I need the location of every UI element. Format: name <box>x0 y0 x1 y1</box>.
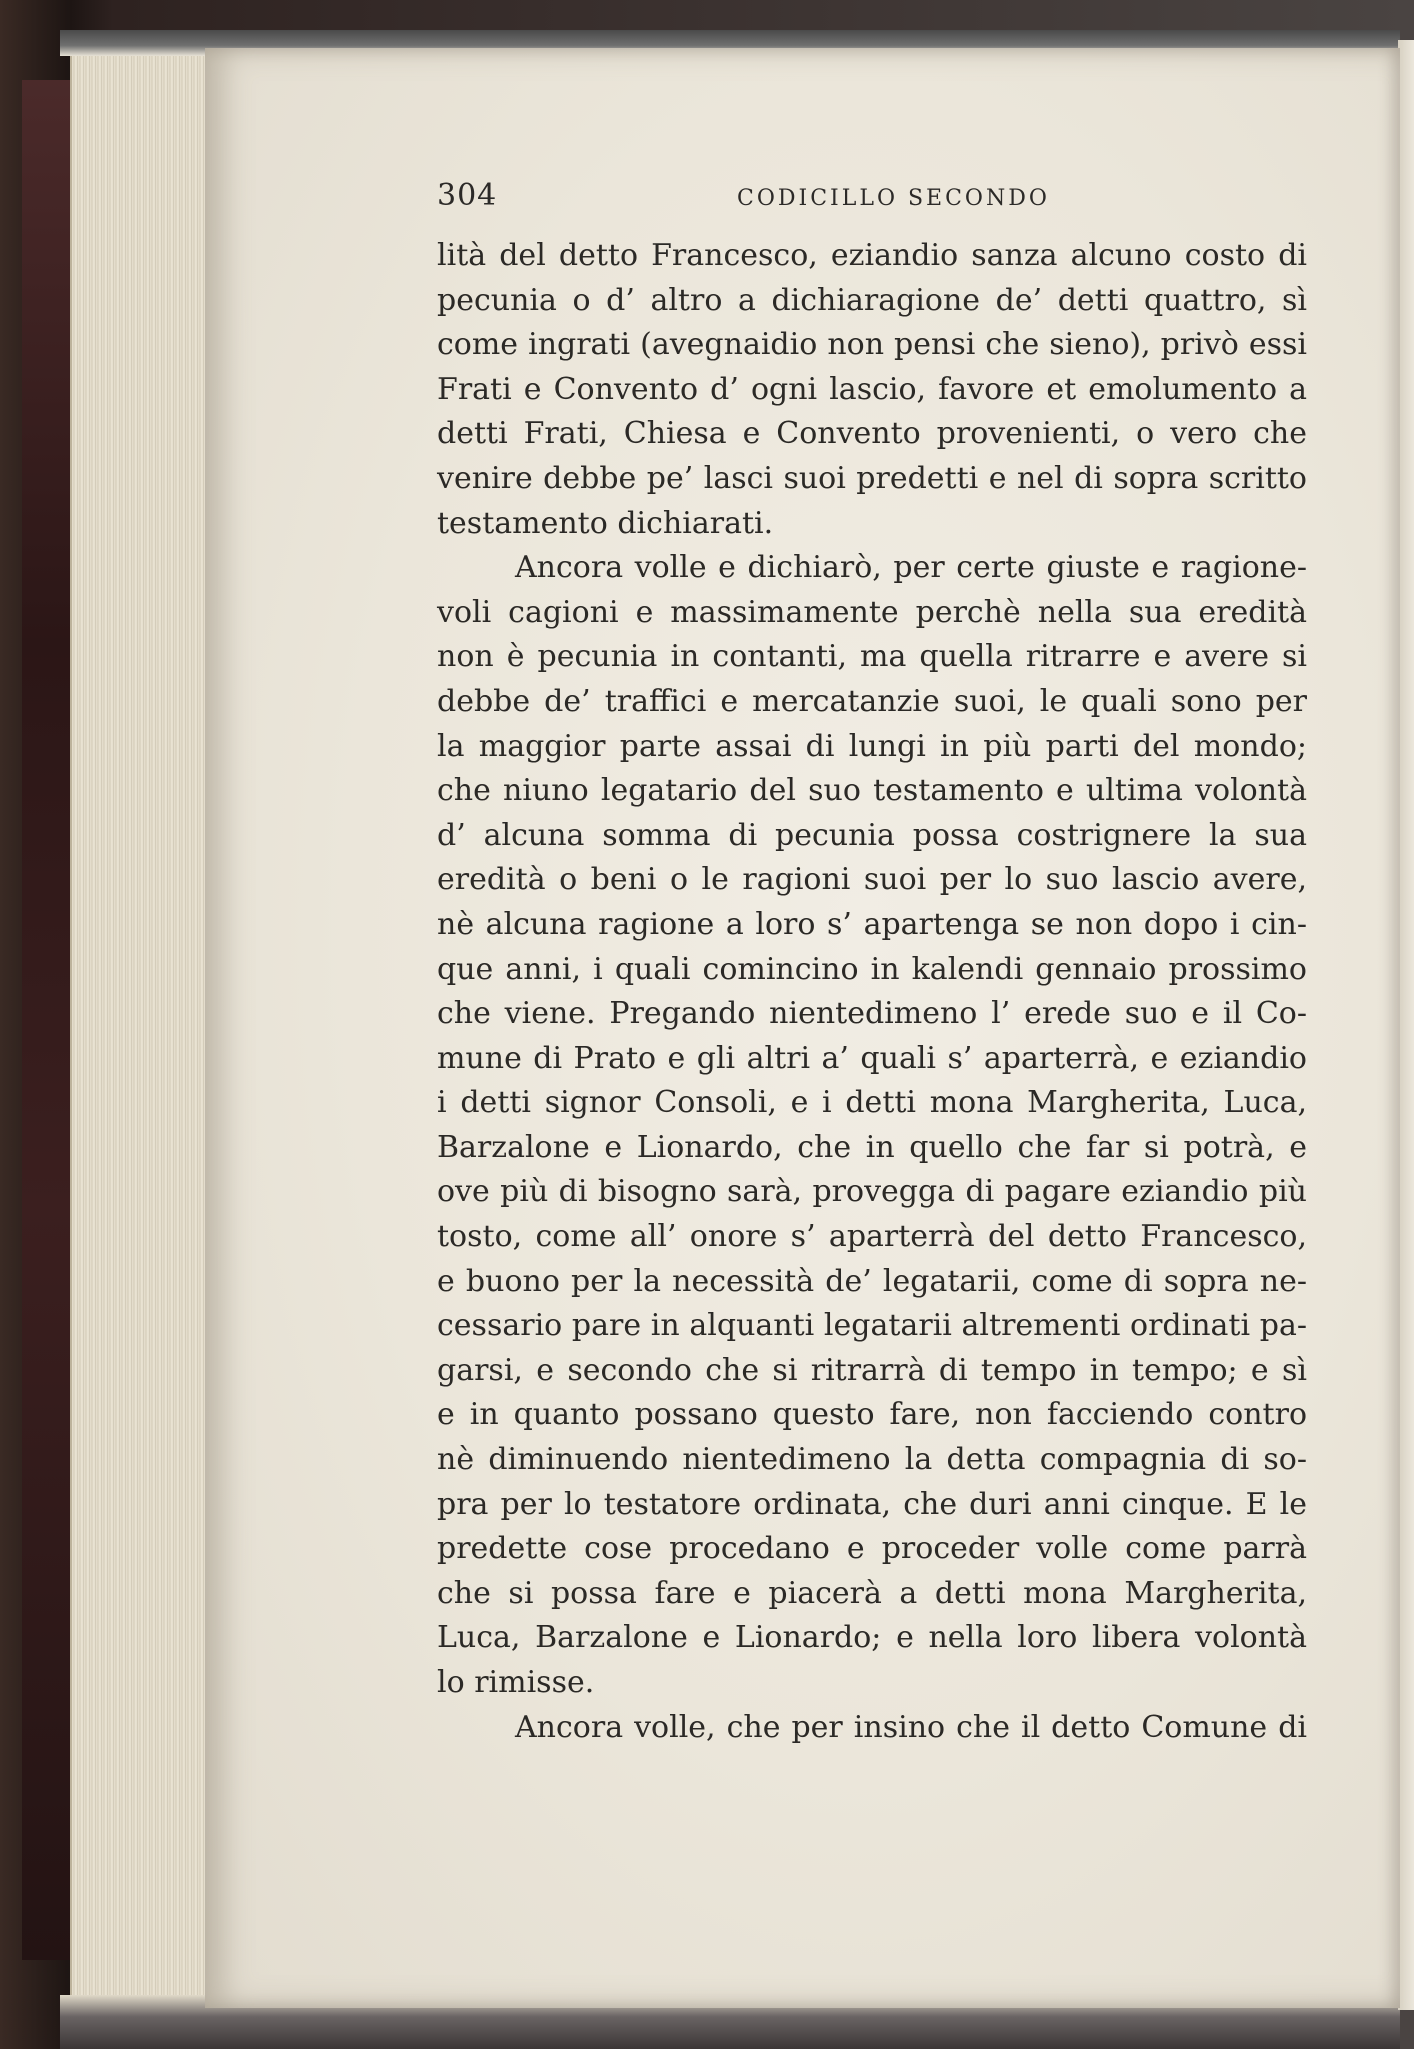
text-line: predette cose procedano e proceder volle come parrà <box>437 1531 1307 1567</box>
paragraph-start-line: Ancora volle e dichiarò, per certe giuste e ragione- <box>515 550 1307 586</box>
text-line: tosto, come all’ onore s’ aparterrà del detto Francesco, <box>437 1219 1307 1255</box>
text-line: lità del detto Francesco, eziandio sanza alcuno costo di <box>437 238 1307 273</box>
text-line: i detti signor Consoli, e i detti mona Margherita, Luca, <box>437 1085 1307 1121</box>
text-line: Barzalone e Lionardo, che in quello che far si potrà, e <box>437 1129 1307 1165</box>
page-edges <box>70 45 222 2010</box>
text-line: ove più di bisogno sarà, provegga di pagare eziandio più <box>437 1174 1307 1210</box>
page-number: 304 <box>437 178 498 213</box>
text-line: lo rimisse. <box>437 1665 595 1700</box>
text-line: Luca, Barzalone e Lionardo; e nella loro libera volontà <box>437 1620 1307 1656</box>
running-head: CODICILLO SECONDO <box>737 186 1050 211</box>
facing-page-edge <box>1398 40 1414 2010</box>
text-line: cessario pare in alquanti legatarii altrementi ordinati pa- <box>437 1308 1307 1344</box>
text-line: d’ alcuna somma di pecunia possa costrignere la sua <box>437 817 1307 853</box>
text-line: che si possa fare e piacerà a detti mona Margherita, <box>437 1575 1307 1611</box>
text-line: testamento dichiarati. <box>437 505 774 541</box>
text-line: que anni, i quali comincino in kalendi gennaio prossimo <box>437 951 1307 987</box>
text-line: eredità o beni o le ragioni suoi per lo suo lascio avere, <box>437 862 1307 898</box>
text-line: venire debbe pe’ lasci suoi predetti e nel di sopra scritto <box>437 460 1307 496</box>
text-line: nè alcuna ragione a loro s’ apartenga se non dopo i cin- <box>437 906 1307 942</box>
text-line: Frati e Convento d’ ogni lascio, favore et emolumento a <box>437 371 1307 407</box>
text-line: debbe de’ traffici e mercatanzie suoi, le quali sono per <box>437 683 1307 719</box>
text-line: come ingrati (avegnaidio non pensi che sieno), privò essi <box>437 327 1307 363</box>
text-line: pecunia o d’ altro a dichiaragione de’ detti quattro, sì <box>437 282 1307 318</box>
paragraph-start-line: Ancora volle, che per insino che il detto Comune di <box>515 1709 1307 1745</box>
text-line: detti Frati, Chiesa e Convento provenienti, o vero che <box>437 416 1307 452</box>
text-line: la maggior parte assai di lungi in più parti del mondo; <box>437 728 1307 764</box>
text-line: e in quanto possano questo fare, non facciendo contro <box>437 1397 1307 1433</box>
text-line: e buono per la necessità de’ legatarii, come di sopra ne- <box>437 1263 1307 1299</box>
text-line: mune di Prato e gli altri a’ quali s’ aparterrà, e eziandio <box>437 1040 1307 1076</box>
text-line: nè diminuendo nientedimeno la detta compagnia di so- <box>437 1442 1307 1478</box>
text-line: voli cagioni e massimamente perchè nella sua eredità <box>437 594 1307 630</box>
text-line: garsi, e secondo che si ritrarrà di tempo in tempo; e sì <box>437 1352 1307 1388</box>
text-line: non è pecunia in contanti, ma quella ritrarre e avere si <box>437 639 1307 675</box>
text-line: che niuno legatario del suo testamento e ultima volontà <box>437 773 1307 809</box>
text-line: pra per lo testatore ordinata, che duri anni cinque. E le <box>437 1486 1307 1522</box>
text-line: che viene. Pregando nientedimeno l’ erede suo e il Co- <box>437 996 1307 1032</box>
page-header <box>437 178 1307 224</box>
body-text <box>437 234 1307 1750</box>
